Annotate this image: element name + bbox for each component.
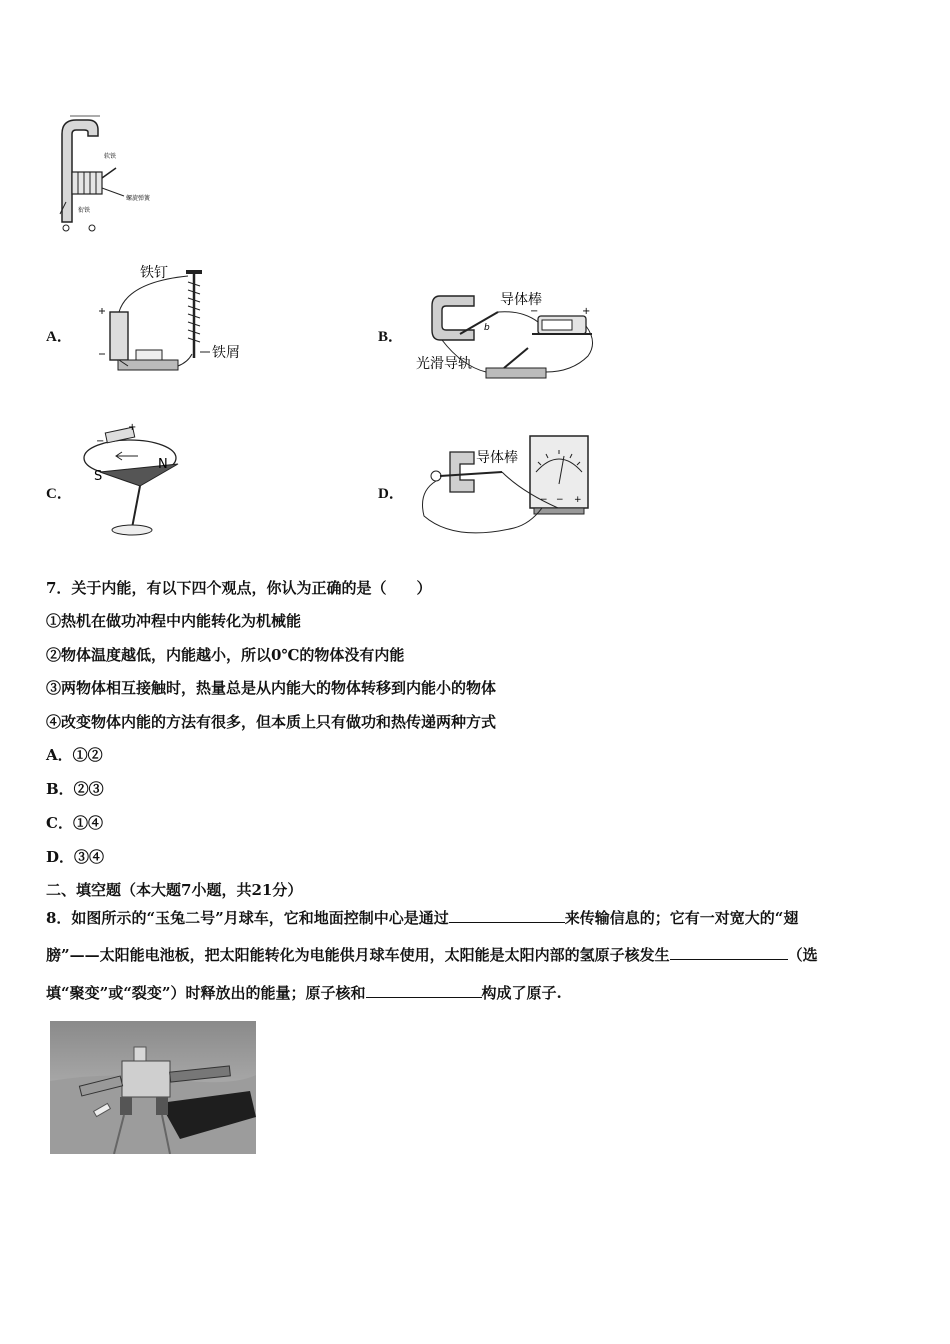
top-device-label-2: 螺旋弹簧 [126,195,151,202]
q8-text-3b: 构成了原子. [481,984,562,1002]
moon-rover-photo [50,1021,256,1154]
figure-a-filings-label: 铁屑 [212,345,240,361]
figure-c-s-label: S [94,469,103,484]
option-b-label: B． [378,329,404,345]
q8-text-3a: 填“聚变”或“裂变”）时释放出的能量；原子核和 [46,984,366,1002]
svg-text:−: − [96,436,105,447]
figure-d [414,432,594,544]
q7-item-4: ④改变物体内能的方法有很多，但本质上只有做功和热传递两种方式 [46,713,497,731]
q8-text-2b: （选 [787,946,818,964]
q7-item-1: ①热机在做功冲程中内能转化为机械能 [46,612,302,630]
option-d-label: D． [378,486,404,502]
svg-text:−: − [556,495,564,505]
figure-b-rail-label: 光滑导轨 [416,356,472,372]
q8-blank-2[interactable] [670,944,788,960]
q8-text-1b: 来传输信息的；它有一对宽大的“翅 [564,909,799,927]
q8-line-2 [46,944,818,965]
q7-item-3: ③两物体相互接触时，热量总是从内能大的物体转移到内能小的物体 [46,679,497,697]
option-c-label: C． [46,486,72,502]
figure-b [412,286,612,382]
svg-text:+: + [128,422,137,433]
q8-text-2a: 膀”——太阳能电池板，把太阳能转化为电能供月球车使用，太阳能是太阳内部的氢原子核发生 [46,946,670,964]
q8-text-1a: 8．如图所示的“玉兔二号”月球车，它和地面控制中心是通过 [46,909,449,927]
q7-option-d: D．③④ [46,848,105,866]
top-device-label-3: 衔铁 [78,207,91,214]
q7-option-a: A．①② [46,746,103,764]
figure-c [80,420,190,542]
svg-text:−: − [540,495,548,505]
q8-blank-3[interactable] [366,982,482,998]
q7-option-b: B．②③ [46,780,104,798]
figure-a-nail-label: 铁钉 [140,265,168,281]
q8-blank-1[interactable] [449,907,565,923]
figure-a [88,262,258,382]
q8-line-3 [46,982,562,1003]
svg-text:b: b [484,323,490,333]
top-device-label-1: 软铁 [104,153,117,160]
option-a-label: A． [46,329,72,345]
svg-text:−: − [530,306,539,317]
section-title: 二、填空题（本大题7小题，共21分） [46,881,303,899]
svg-text:+: + [574,495,582,505]
figure-d-rod-label: 导体棒 [476,450,518,466]
q7-option-c: C．①④ [46,814,103,832]
figure-b-rod-label: 导体棒 [500,292,542,308]
q7-item-2: ②物体温度越低，内能越小，所以0℃的物体没有内能 [46,646,405,664]
q7-stem: 7．关于内能，有以下四个观点，你认为正确的是（ ） [46,579,432,597]
top-device-figure [44,112,174,234]
q8-line-1 [46,907,798,928]
svg-text:+: + [582,306,591,317]
figure-c-n-label: N [158,457,168,472]
